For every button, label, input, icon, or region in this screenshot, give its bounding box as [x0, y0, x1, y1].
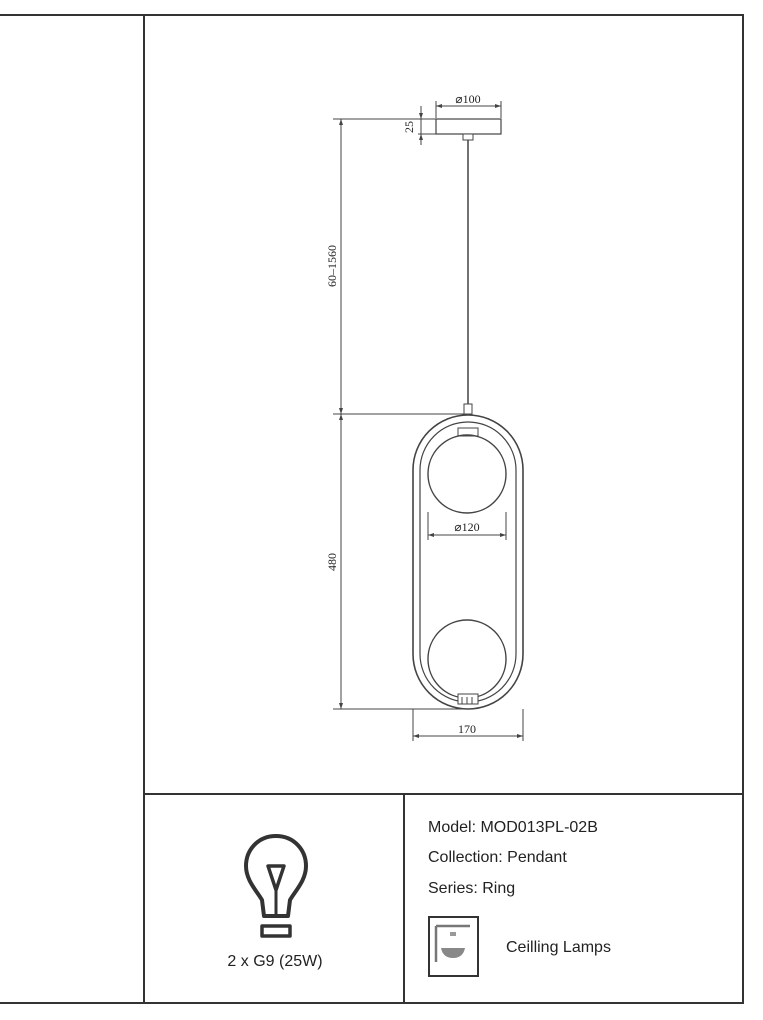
left-margin-column	[0, 14, 145, 1004]
info-panel	[405, 795, 742, 1002]
bulb-spec: 2 x G9 (25W)	[227, 953, 323, 970]
category-label: Ceilling Lamps	[506, 939, 611, 956]
bulb-panel	[147, 795, 403, 1002]
ring-outer	[413, 415, 523, 709]
light-bulb-icon	[240, 832, 312, 942]
category-box	[428, 916, 479, 977]
ceiling-lamp-icon	[430, 918, 477, 975]
dim-body-height: 480	[325, 553, 339, 571]
model-text: Model: MOD013PL-02B	[428, 819, 598, 836]
top-globe	[428, 435, 506, 513]
canopy-cap	[463, 134, 473, 140]
bottom-globe	[428, 620, 506, 698]
dim-body-width: 170	[458, 722, 476, 736]
canopy	[436, 119, 501, 134]
series-text: Series: Ring	[428, 880, 516, 897]
bottom-globe-holder	[458, 694, 478, 704]
dim-cable-length: 60–1560	[325, 245, 339, 287]
cable-connector	[464, 404, 472, 414]
ring-inner	[420, 422, 516, 702]
dim-globe-diameter: ⌀120	[454, 520, 480, 534]
dim-canopy-diameter: ⌀100	[455, 92, 481, 106]
technical-drawing	[145, 16, 742, 794]
collection-text: Collection: Pendant	[428, 849, 567, 866]
dim-canopy-height: 25	[402, 121, 416, 133]
